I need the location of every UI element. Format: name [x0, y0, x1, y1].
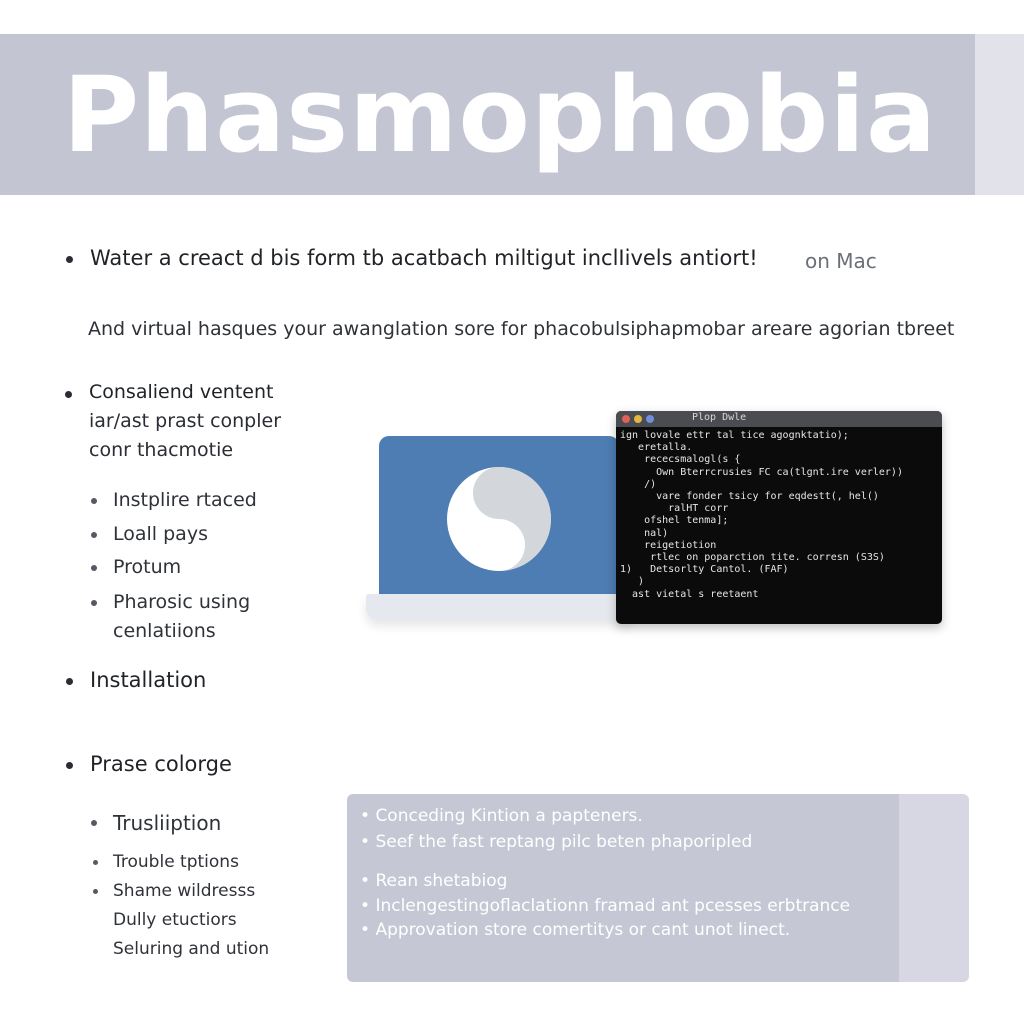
section1-line-2: iar/ast prast conpler [89, 410, 282, 432]
terminal-line: Own Bterrcrusies FC ca(tlgnt.ire verler)) [620, 466, 903, 478]
terminal-window[interactable] [616, 411, 942, 624]
terminal-line: vare fonder tsicy for eqdestt(, hel() [620, 491, 879, 503]
section3-extra: Seluring and ution [113, 939, 270, 959]
section3-heading: Prase colorge [90, 752, 232, 776]
section1-subitem: Pharosic using [113, 591, 251, 613]
section3-subitem: Shame wildresss [113, 881, 256, 901]
close-dot-icon[interactable] [622, 415, 630, 423]
section3-extra: Dully etuctiors [113, 910, 237, 930]
terminal-body [616, 427, 942, 604]
yin-yang-logo-icon [446, 466, 552, 572]
terminal-line: nal) [620, 527, 669, 539]
section1-subitem: Protum [113, 556, 182, 578]
section1-subitem-continuation: cenlatiions [113, 620, 216, 642]
terminal-line: ofshel tenma]; [620, 515, 729, 527]
section3-subitem: Trouble tptions [113, 852, 239, 872]
maximize-dot-icon[interactable] [646, 415, 654, 423]
terminal-line: rececsmalogl(s { [620, 454, 741, 466]
panel-line: • Rean shetabiog [360, 871, 508, 891]
panel-line: • Conceding Kintion a papteners. [360, 806, 643, 826]
section1-subitem: Instplire rtaced [113, 489, 257, 511]
terminal-line: rtlec on poparction tite. corresn (S3S) [620, 552, 885, 564]
minimize-dot-icon[interactable] [634, 415, 642, 423]
terminal-line: reigetiotion [620, 539, 717, 551]
section1-line-1: Consaliend ventent [89, 381, 274, 403]
intro-paragraph: And virtual hasques your awanglation sore for phacobulsiphapmobar areare agorian tbreet [88, 318, 955, 340]
panel-line: • Seef the fast reptang pilc beten phaporipled [360, 832, 753, 852]
terminal-line: 1) Detsorlty Cantol. (FAF) [620, 564, 789, 576]
section1-line-3: conr thacmotie [89, 439, 234, 461]
terminal-line: ) [620, 576, 645, 588]
terminal-titlebar[interactable] [616, 411, 942, 427]
terminal-title: Plop Dwle [692, 412, 747, 423]
info-panel-edge [899, 794, 969, 982]
section1-subitem: Loall pays [113, 523, 208, 545]
panel-line: • Inclengestingoflaclationn framad ant pcesses erbtrance [360, 896, 851, 916]
platform-label: on Mac [805, 249, 877, 273]
page-title: Phasmophobia [62, 53, 938, 176]
terminal-line: ralHT corr [620, 503, 729, 515]
terminal-line: ign lovale ettr tal tice agognktatio); [620, 430, 849, 441]
terminal-line: eretalla. [620, 442, 693, 454]
panel-line: • Approvation store comertitys or cant unot linect. [360, 920, 791, 940]
section3-subheading: Trusliiption [113, 811, 222, 835]
installation-heading: Installation [90, 668, 207, 692]
terminal-line: ast vietal s reetaent [620, 588, 759, 600]
terminal-line: /) [620, 478, 657, 490]
intro-bullet: Water a creact d bis form tb acatbach miltigut inclIivels antiort! [90, 246, 758, 270]
laptop-base [366, 594, 634, 620]
